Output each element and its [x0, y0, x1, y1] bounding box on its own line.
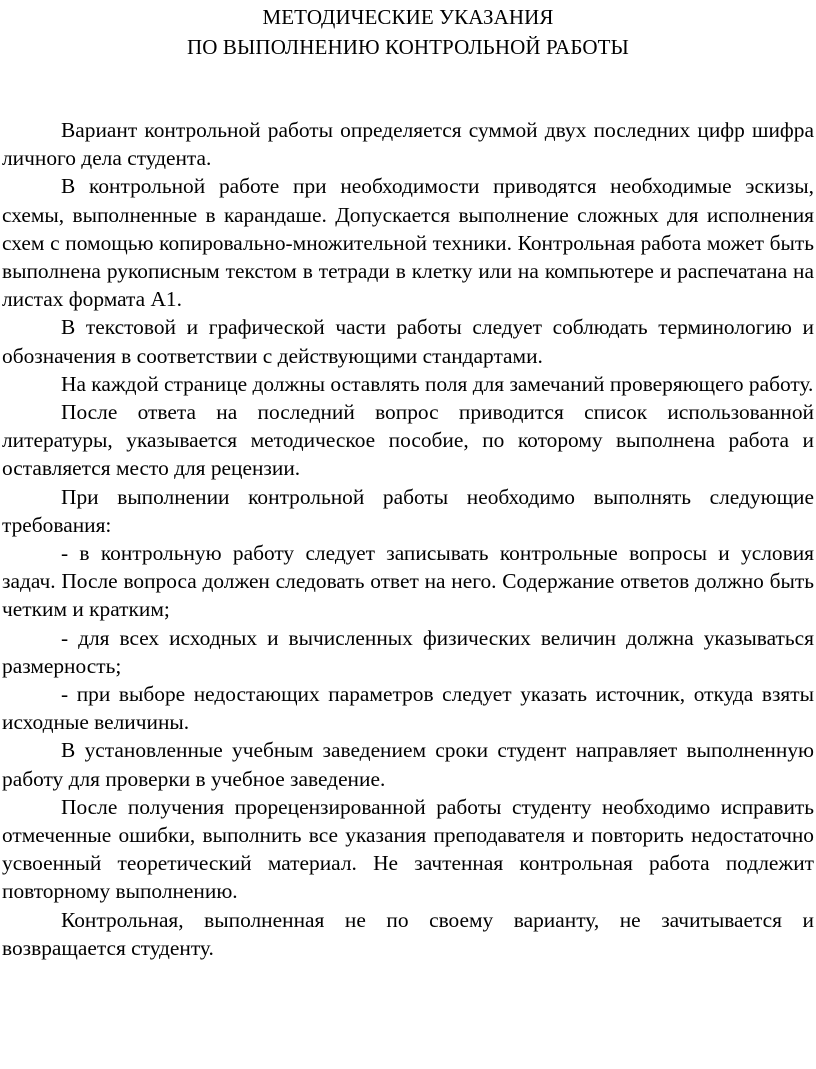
document-page [2, 0, 814, 1069]
title-line-2: ПО ВЫПОЛНЕНИЮ КОНТРОЛЬНОЙ РАБОТЫ [187, 35, 629, 59]
paragraph-literature: После ответа на последний вопрос приводится список использованной литературы, указывается методическое пособие, по которому выполнена работа и оставляется место для рецензии. [2, 400, 814, 481]
paragraph-review: После получения прорецензированной работы студенту необходимо исправить отмеченные ошибки, выполнить все указания преподавателя и повторить недостаточно усвоенный теоретический материал. Не зачтенная контрольная работа подлежит повторному выполнению. [2, 794, 814, 904]
paragraph-requirement-units: - для всех исходных и вычисленных физических величин должна указываться размерность; [2, 625, 814, 678]
paragraph-sketches: В контрольной работе при необходимости приводятся необходимые эскизы, схемы, выполненные в карандаше. Допускается выполнение сложных для исполнения схем с помощью копировально-множительной техники. Контрольная работа может быть выполнена рукописным текстом в тетради в клетку или на компьютере и распечатана на листах формата А1. [2, 174, 814, 312]
paragraph-deadlines: В установленные учебным заведением сроки студент направляет выполненную работу для проверки в учебное заведение. [2, 738, 814, 791]
document-title [2, 0, 814, 62]
document-body [2, 116, 814, 962]
title-line-1: МЕТОДИЧЕСКИЕ УКАЗАНИЯ [262, 5, 554, 29]
paragraph-requirement-questions: - в контрольную работу следует записывать контрольные вопросы и условия задач. После вопроса должен следовать ответ на него. Содержание ответов должно быть четким и кратким; [2, 541, 814, 622]
paragraph-wrong-variant: Контрольная, выполненная не по своему варианту, не зачитывается и возвращается студенту. [2, 907, 814, 960]
paragraph-variant: Вариант контрольной работы определяется суммой двух последних цифр шифра личного дела студента. [2, 118, 814, 171]
paragraph-requirement-sources: - при выборе недостающих параметров следует указать источник, откуда взяты исходные величины. [2, 682, 814, 735]
paragraph-requirements: При выполнении контрольной работы необходимо выполнять следующие требования: [2, 484, 814, 537]
paragraph-margins: На каждой странице должны оставлять поля для замечаний проверяющего работу. [61, 371, 814, 396]
paragraph-terminology: В текстовой и графической части работы следует соблюдать терминологию и обозначения в соответствии с действующими стандартами. [2, 315, 814, 368]
